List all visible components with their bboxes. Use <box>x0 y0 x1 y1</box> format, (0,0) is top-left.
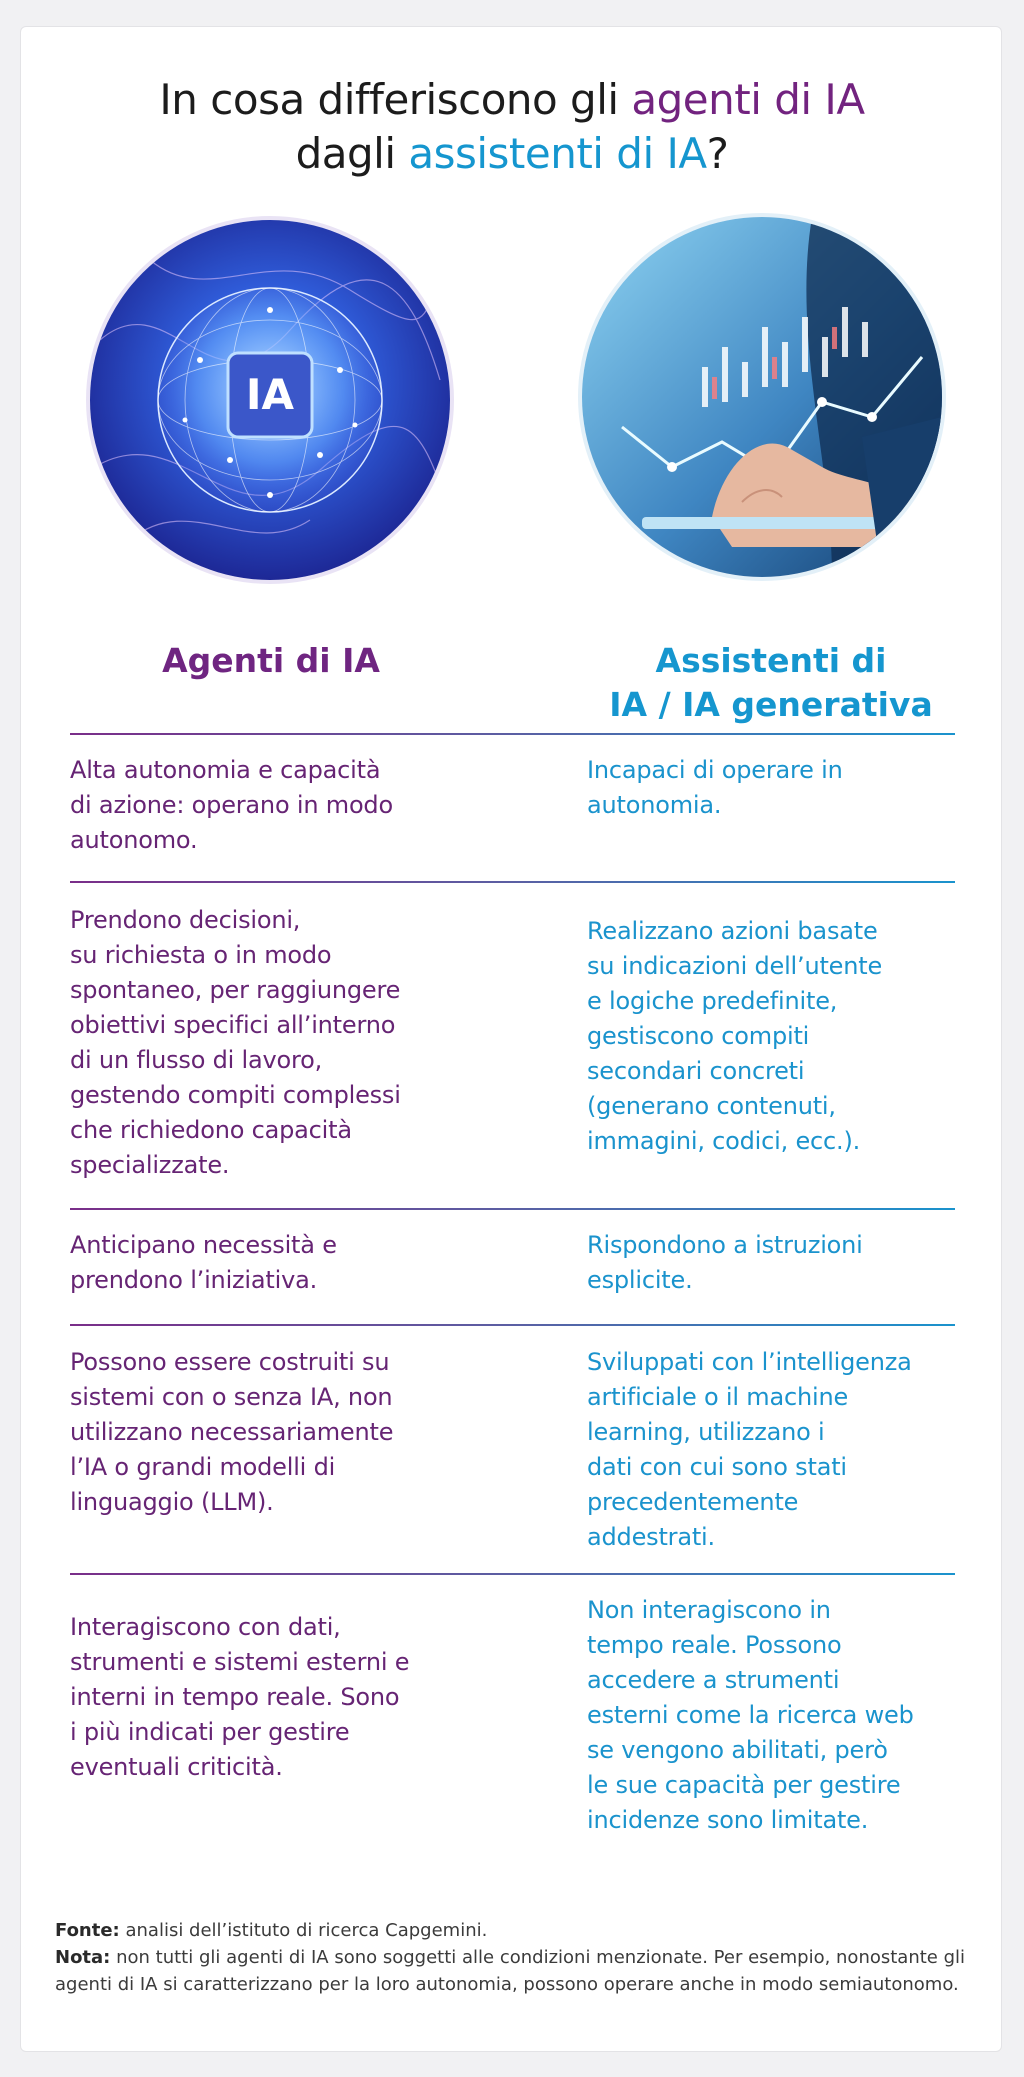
assistants-cell-autonomy: Incapaci di operare in autonomia. <box>587 756 843 819</box>
row-divider <box>70 881 955 883</box>
ai-assistants-image <box>582 217 942 577</box>
assistants-column-header: Assistenti di IA / IA generativa <box>609 641 933 724</box>
agents-cell-initiative: Anticipano necessità e prendono l’iniziativa. <box>70 1231 337 1294</box>
row-divider <box>70 1208 955 1210</box>
assistants-cell-training: Sviluppati con l’intelligenza artificiale o il machine learning, utilizzano i dati con cui sono stati precedentemente addestrati. <box>587 1348 912 1551</box>
source-label: Fonte: <box>55 1920 120 1941</box>
agents-column-header: Agenti di IA <box>162 641 380 680</box>
assistants-cell-realtime: Non interagiscono in tempo reale. Possono accedere a strumenti esterni come la ricerca web se vengono abilitati, però le sue capacità per gestire incidenze sono limitate. <box>587 1596 914 1834</box>
infographic-card <box>20 26 1002 2052</box>
title-part-1: In cosa differiscono gli <box>159 75 632 124</box>
footer-notes <box>55 1917 995 1998</box>
title-highlight-agents: agenti di IA <box>631 75 865 124</box>
assistants-cell-actions: Realizzano azioni basate su indicazioni dell’utente e logiche predefinite, gestiscono compiti secondari concreti (generano contenuti, immagini, codici, ecc.). <box>587 917 883 1155</box>
agents-cell-autonomy: Alta autonomia e capacità di azione: operano in modo autonomo. <box>70 756 393 854</box>
title-part-2: dagli <box>295 129 409 178</box>
note-label: Nota: <box>55 1947 111 1968</box>
row-divider <box>70 1573 955 1575</box>
ia-badge: IA <box>245 370 295 419</box>
source-text: analisi dell’istituto di ricerca Capgemini. <box>119 1920 488 1941</box>
row-divider <box>70 733 955 735</box>
note-text: non tutti gli agenti di IA sono soggetti alle condizioni menzionate. Per esempio, nonostante gli agenti di IA si caratterizzano per la loro autonomia, possono operare anche in modo semiautonomo. <box>55 1947 966 1995</box>
agents-cell-decisions: Prendono decisioni, su richiesta o in modo spontaneo, per raggiungere obiettivi specifici all’interno di un flusso di lavoro, gestendo compiti complessi che richiedono capacità specializzate. <box>70 906 401 1179</box>
row-divider <box>70 1324 955 1326</box>
title-highlight-assistants: assistenti di IA <box>408 129 707 178</box>
assistants-cell-instructions: Rispondono a istruzioni esplicite. <box>587 1231 863 1294</box>
ai-agents-image <box>90 220 450 580</box>
agents-cell-realtime: Interagiscono con dati, strumenti e sistemi esterni e interni in tempo reale. Sono i più indicati per gestire eventuali criticità. <box>70 1613 410 1781</box>
title-part-3: ? <box>706 129 729 178</box>
page-title <box>21 73 1003 181</box>
agents-cell-systems: Possono essere costruiti su sistemi con o senza IA, non utilizzano necessariamente l’IA o grandi modelli di linguaggio (LLM). <box>70 1348 394 1516</box>
